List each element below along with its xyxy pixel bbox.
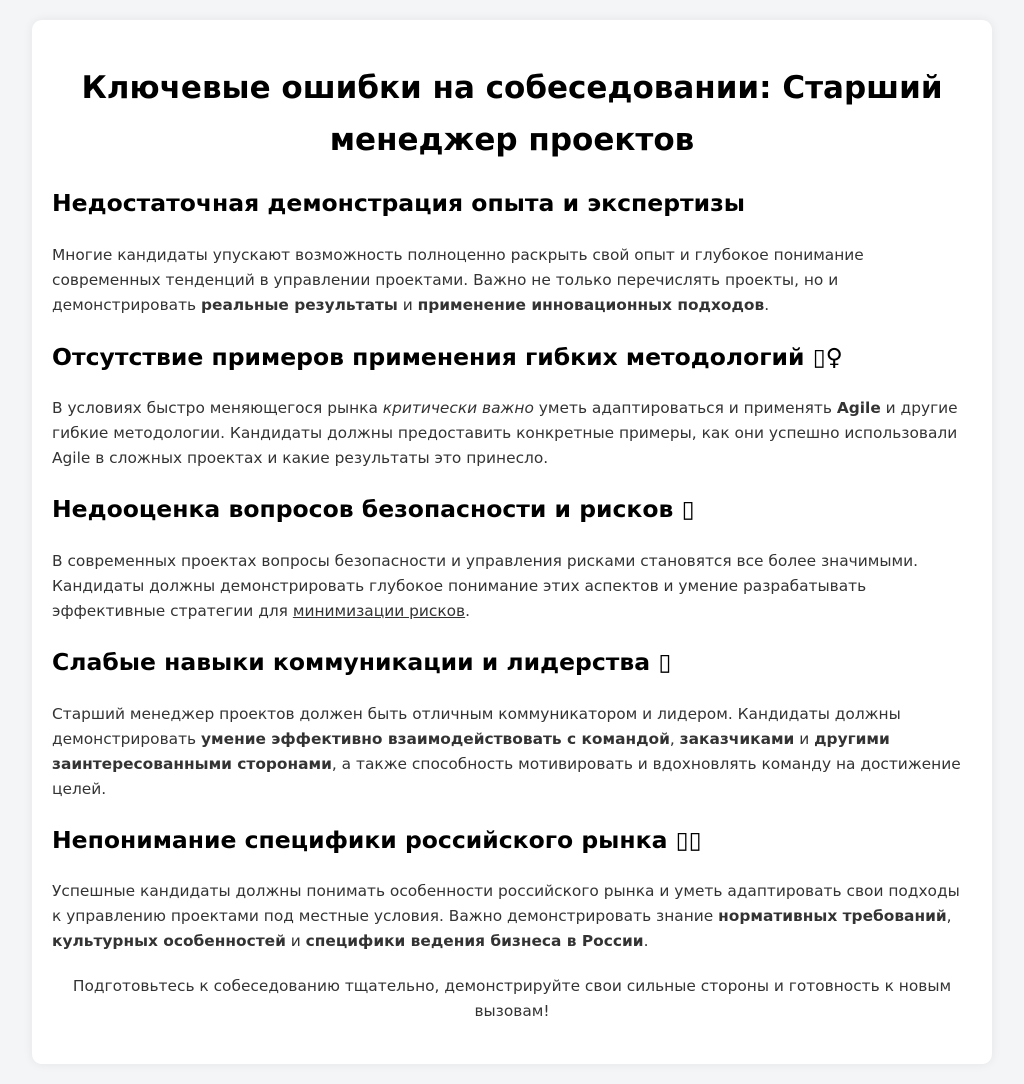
text-run: и другие гибкие методологии. Кандидаты должны предоставить конкретные примеры, как они успешно использовали Agile в сложных проектах и какие результаты это принесло. [52,399,958,467]
text-run: , [669,730,680,748]
section-heading-text: Отсутствие примеров применения гибких методологий [52,343,805,371]
text-run: и [397,296,418,314]
text-run: . [643,932,649,950]
page-title: Ключевые ошибки на собеседовании: Старший менеджер проектов [81,70,943,158]
emphasis-regulatory-requirements: нормативных требований [718,907,947,925]
section-heading-text: Недостаточная демонстрация опыта и экспертизы [52,189,746,217]
section-heading-security [52,494,972,524]
section-heading-russian-market [52,825,972,855]
text-run: , [946,907,952,925]
text-run: Многие кандидаты упускают возможность полноценно раскрыть свой опыт и глубокое понимание современных тенденций в управлении проектами. Важно не только перечислять проекты, но и демонстрировать [52,246,864,314]
emphasis-risk-minimization: минимизации рисков [292,602,466,620]
speech-emoji-icon: ▯ [658,648,672,676]
russia-flag-emoji-icon: ▯▯ [675,826,702,854]
emphasis-team-interaction: умение эффективно взаимодействовать с командой [201,730,670,748]
emphasis-stakeholders: другими заинтересованными сторонами [52,730,890,773]
emphasis-critically-important: критически важно [382,399,534,417]
text-run: и [285,932,306,950]
emphasis-innovative-approaches: применение инновационных подходов [417,296,765,314]
text-run: Успешные кандидаты должны понимать особенности российского рынка и уметь адаптировать свои подходы к управлению проектами под местные условия. Важно демонстрировать знание [52,882,960,925]
section-heading-text: Недооценка вопросов безопасности и рисков [52,495,674,523]
section-paragraph-security [52,549,972,624]
shield-emoji-icon: ▯ [681,495,695,523]
emphasis-customers: заказчиками [679,730,795,748]
section-paragraph-experience [52,243,972,318]
section-paragraph-communication [52,702,972,802]
section-heading-communication [52,647,972,677]
emphasis-real-results: реальные результаты [201,296,398,314]
section-heading-experience [52,188,972,218]
text-run: . [465,602,471,620]
section-heading-text: Слабые навыки коммуникации и лидерства [52,648,651,676]
text-run: Старший менеджер проектов должен быть отличным коммуникатором и лидером. Кандидаты должны демонстрировать [52,705,901,748]
text-run: В современных проектах вопросы безопасности и управления рисками становятся все более значимыми. Кандидаты должны демонстрировать глубокое понимание этих аспектов и умение разрабатывать эффективные стратегии для [52,552,919,620]
text-run: . [764,296,770,314]
text-run: В условиях быстро меняющегося рынка [52,399,383,417]
article-card [32,20,992,1064]
emphasis-agile: Agile [836,399,881,417]
closing-message: Подготовьтесь к собеседованию тщательно, демонстрируйте свои сильные стороны и готовность к новым вызовам! [72,977,952,1020]
section-paragraph-agile [52,396,972,471]
section-paragraph-russian-market [52,879,972,954]
text-run: и [794,730,815,748]
section-heading-agile [52,342,972,372]
person-juggling-emoji-icon: ▯♀ [812,343,843,371]
emphasis-business-specifics: специфики ведения бизнеса в России [305,932,644,950]
section-heading-text: Непонимание специфики российского рынка [52,826,668,854]
emphasis-cultural-features: культурных особенностей [52,932,286,950]
text-run: , а также способность мотивировать и вдохновлять команду на достижение целей. [52,755,961,798]
text-run: уметь адаптироваться и применять [533,399,837,417]
